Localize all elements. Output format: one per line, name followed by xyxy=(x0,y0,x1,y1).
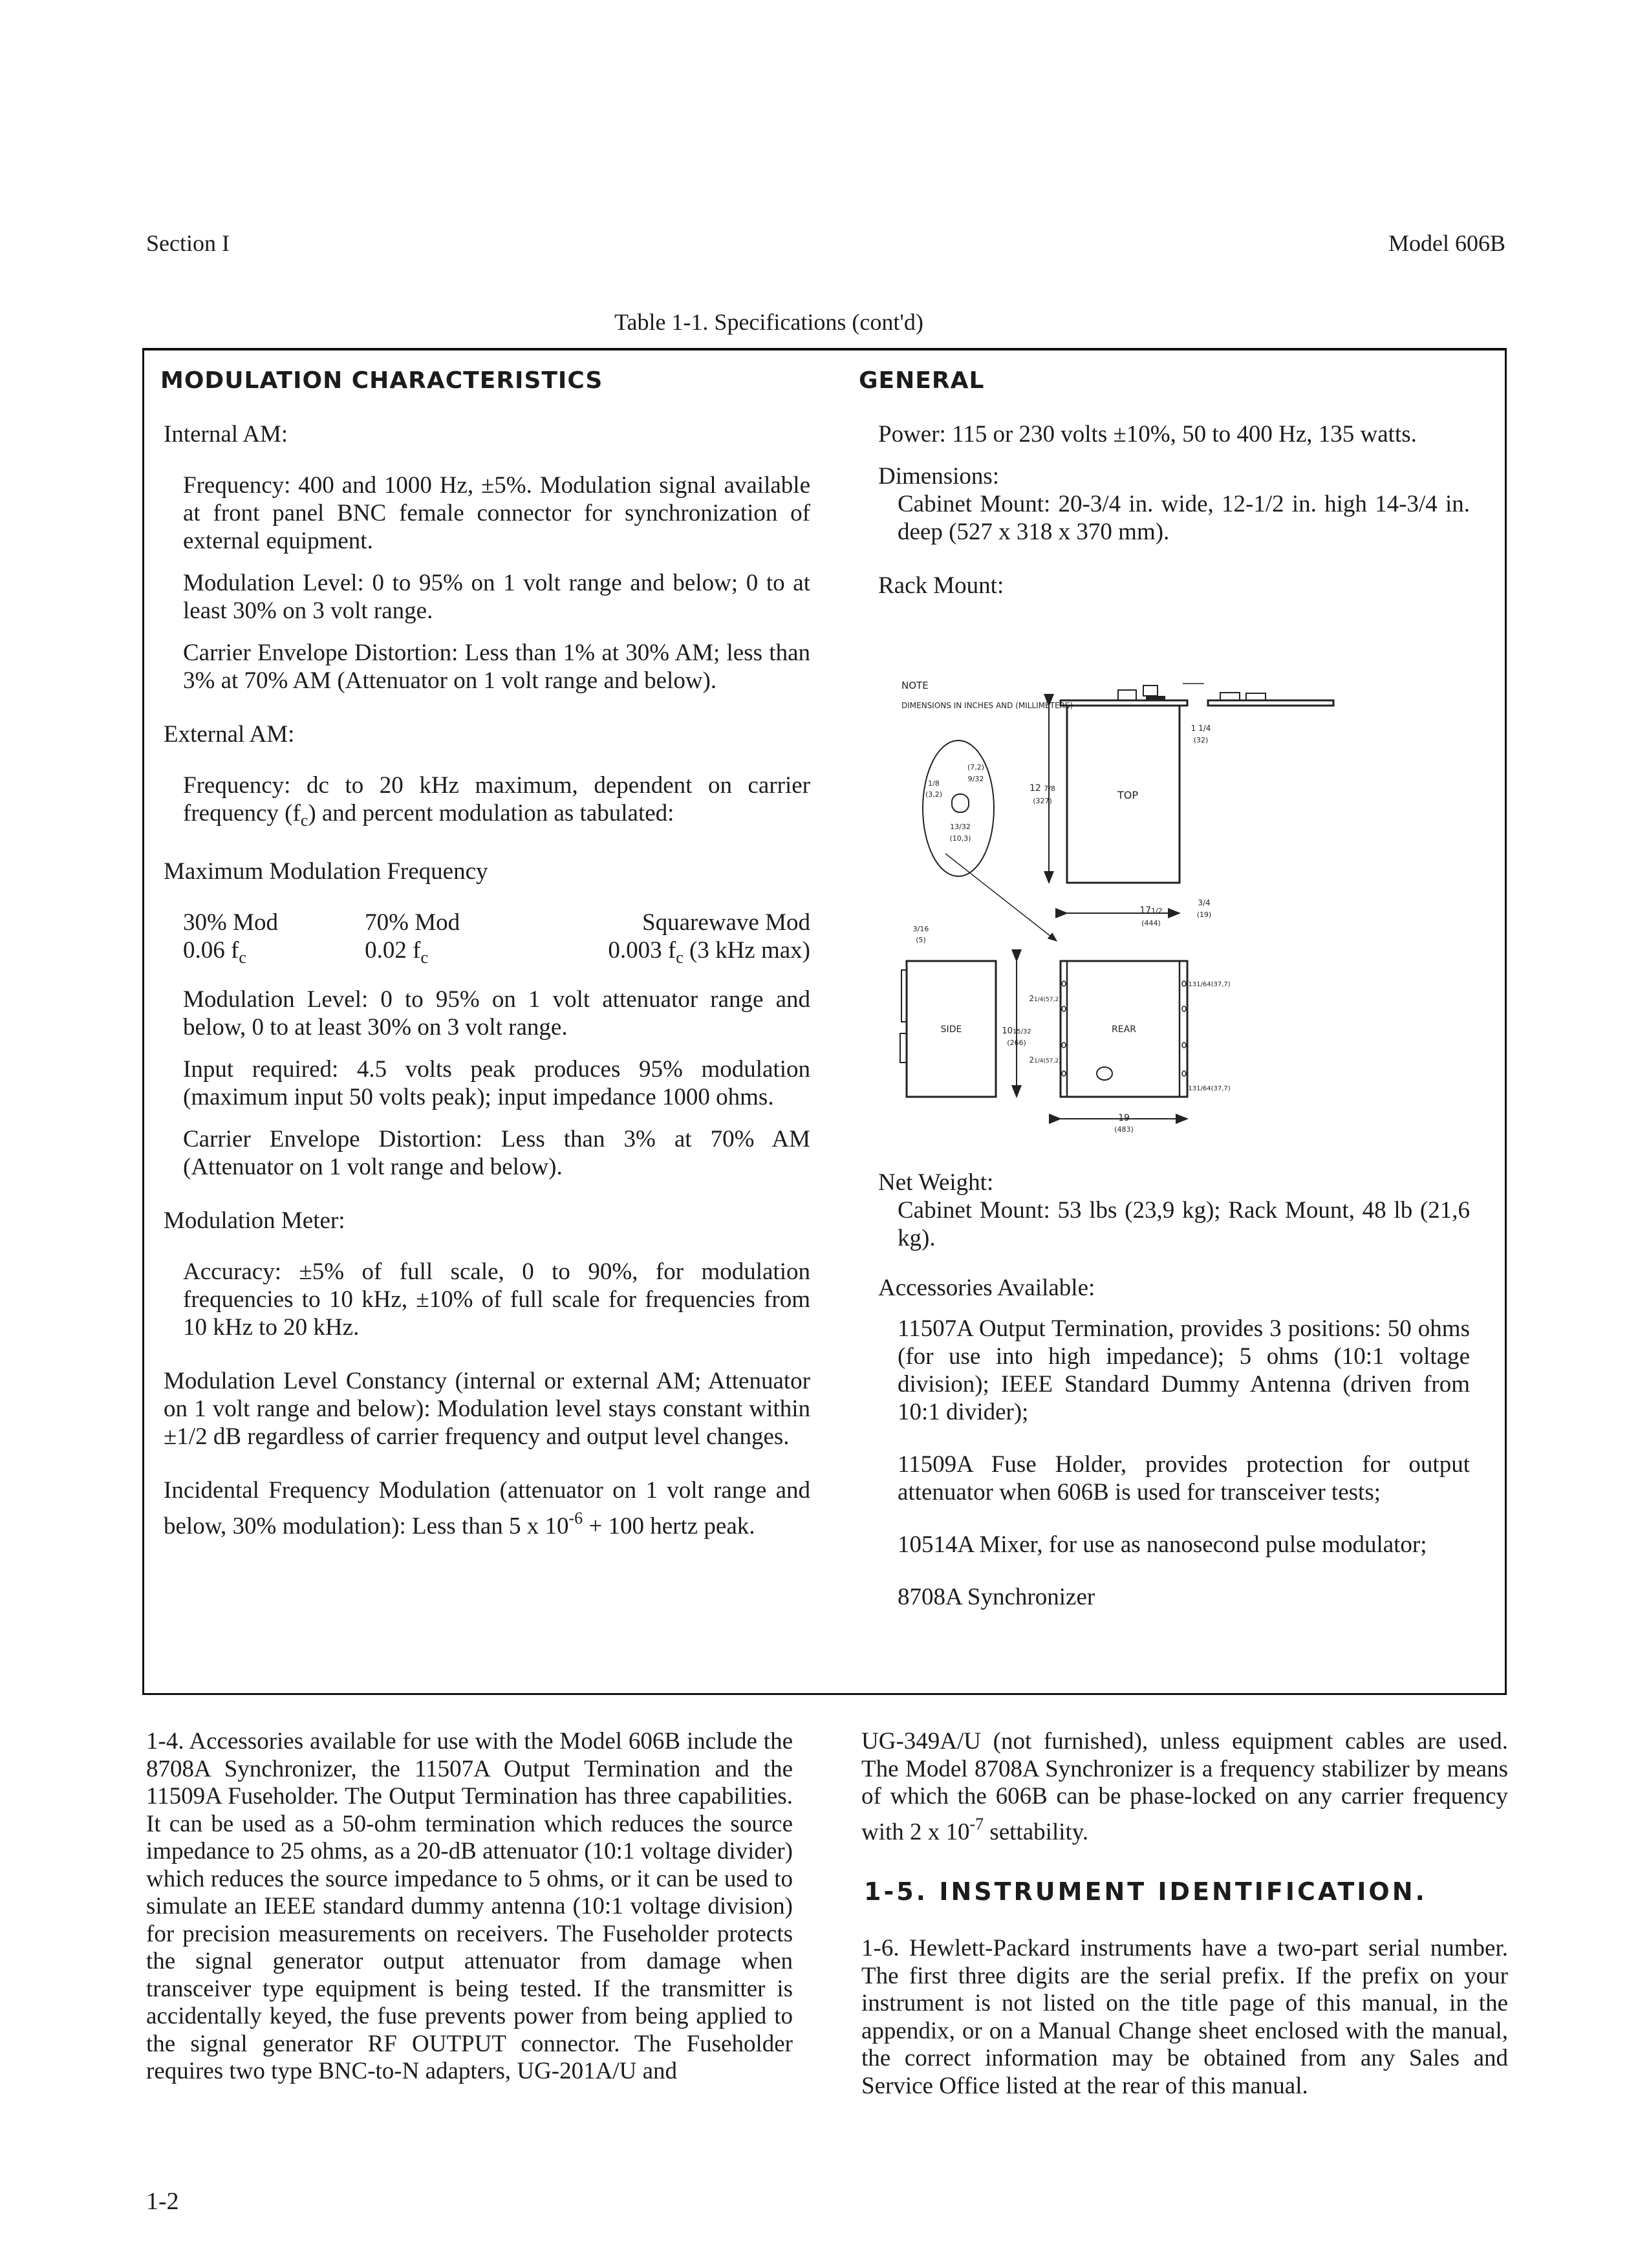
top-knob xyxy=(1246,693,1266,700)
internal-am-label: Internal AM: xyxy=(164,421,288,448)
power-spec: Power: 115 or 230 volts ±10%, 50 to 400 Hz, 135 watts. xyxy=(878,421,1417,448)
max-mod-freq-label: Maximum Modulation Frequency xyxy=(164,858,488,885)
modulation-characteristics-column xyxy=(160,367,810,1554)
side-panel-thickness-mm: (5) xyxy=(916,936,926,944)
model-label: Model 606B xyxy=(1388,230,1505,256)
modulation-level-constancy: Modulation Level Constancy (internal or external AM; Attenuator on 1 volt range and below): Modulation level stays constant within ±1/2 dB regardless of carrier frequency and output level changes. xyxy=(164,1367,810,1450)
modulation-meter-label: Modulation Meter: xyxy=(164,1207,345,1234)
general-column-lower xyxy=(862,1169,1470,1625)
mod-header-30: 30% Mod xyxy=(183,909,278,936)
edge-distance: 131/64(37,7) xyxy=(1188,981,1231,988)
section-label: Section I xyxy=(146,230,230,256)
ear-width-mm: (19) xyxy=(1196,911,1212,919)
body-width: 171/2 xyxy=(1139,905,1163,916)
incidental-fm: Incidental Frequency Modulation (attenuator on 1 volt range and below, 30% modulation): Less than 5 x $10^{-6} + 100$ hertz peak. xyxy=(164,1476,810,1540)
rack-mount-diagram xyxy=(887,660,1495,1138)
accessory-item: 11509A Fuse Holder, provides protection for output attenuator when 606B is used for transceiver tests; xyxy=(898,1451,1470,1506)
knob-height: 1 1/4 xyxy=(1191,724,1211,733)
mod-header-square: Squarewave Mod xyxy=(642,909,810,936)
power-connector-icon xyxy=(1097,1067,1112,1080)
top-depth-mm: (327) xyxy=(1033,797,1052,805)
edge-distance: 131/64(37,7) xyxy=(1188,1085,1231,1092)
side-panel-thickness: 3/16 xyxy=(912,925,929,933)
modulation-characteristics-heading: MODULATION CHARACTERISTICS xyxy=(160,367,603,394)
modulation-meter-accuracy: Accuracy: ±5% of full scale, 0 to 90%, for modulation frequencies to 10 kHz, ±10% of full scale for frequencies from 10 kHz to 20 kHz. xyxy=(183,1258,810,1341)
mod-value-30: 0.06 $f_c$ xyxy=(183,936,246,967)
paragraph-1-4: 1-4. Accessories available for use with the Model 606B include the 8708A Synchronizer, the 11507A Output Termination and the 11509A Fuseholder. The Output Termination has three capabilities. It can be used as a 50-ohm termination which reduces the source impedance to 25 ohms, as a 20-dB attenuator (10:1 voltage divider) which reduces the source impedance to 5 ohms, or it can be used to simulate an IEEE standard dummy antenna (10:1 voltage division) for precision measurements on receivers. The Fuseholder protects the signal generator output attenuator from damage when transceiver type equipment is being tested. If the transmitter is accidentally keyed, the fuse prevents power from being applied to the signal generator RF OUTPUT connector. The Fuseholder requires two type BNC-to-N adapters, UG-201A/U and xyxy=(146,1728,793,2084)
slot-length-mm: (10,3) xyxy=(949,834,971,843)
knob-height-mm: (32) xyxy=(1193,736,1209,744)
panel-height: 1015/32 xyxy=(1002,1026,1031,1036)
diagram-note-text: DIMENSIONS IN INCHES AND (MILLIMETERS) xyxy=(901,701,1073,710)
panel-width: 19 xyxy=(1118,1113,1130,1123)
side-view-label: SIDE xyxy=(940,1024,962,1035)
accessories-label: Accessories Available: xyxy=(878,1275,1095,1301)
internal-am-distortion: Carrier Envelope Distortion: Less than 1% at 30% AM; less than 3% at 70% AM (Attenuator on 1 volt range and below). xyxy=(183,640,810,694)
detail-leader-line xyxy=(945,854,1057,941)
hole-spacing: 21/4(57,2) xyxy=(1029,994,1061,1003)
max-mod-freq-table xyxy=(164,909,810,971)
slot-width-mm: (3,2) xyxy=(925,790,943,799)
net-weight: Cabinet Mount: 53 lbs (23,9 kg); Rack Mount, 48 lb (21,6 kg). xyxy=(898,1197,1470,1251)
page-number: 1-2 xyxy=(146,2188,179,2215)
net-weight-label: Net Weight: xyxy=(878,1169,994,1196)
section-heading-1-5: 1-5. INSTRUMENT IDENTIFICATION. xyxy=(864,1877,1427,1906)
detail-bubble xyxy=(923,740,994,876)
paragraph-1-6: 1-6. Hewlett-Packard instruments have a two-part serial number. The first three digits are the serial prefix. If the prefix on your instrument is not listed on the title page of this manual, in the appendix, or on a Manual Change sheet enclosed with the manual, the correct information may be obtained from any Sales and Service Office listed at the rear of this manual. xyxy=(861,1935,1508,2099)
diagram-note-title: NOTE xyxy=(901,680,929,691)
top-view-label: TOP xyxy=(1117,789,1139,801)
ear-width: 3/4 xyxy=(1198,898,1211,907)
internal-am-frequency: Frequency: 400 and 1000 Hz, ±5%. Modulation signal available at front panel BNC female connector for synchronization of external equipment. xyxy=(183,472,810,554)
rack-mount-label: Rack Mount: xyxy=(878,572,1004,599)
slot-height: 9/32 xyxy=(967,775,984,783)
internal-am-level: Modulation Level: 0 to 95% on 1 volt range and below; 0 to at least 30% on 3 volt range. xyxy=(183,570,810,624)
mod-header-70: 70% Mod xyxy=(365,909,460,936)
table-title: Table 1-1. Specifications (cont'd) xyxy=(614,309,923,335)
top-view xyxy=(1061,686,1333,883)
slot-length: 13/32 xyxy=(950,823,971,831)
external-am-distortion: Carrier Envelope Distortion: Less than 3% at 70% AM (Attenuator on 1 volt range and below). xyxy=(183,1125,810,1180)
general-heading: GENERAL xyxy=(859,367,985,394)
body-width-mm: (444) xyxy=(1141,919,1161,927)
top-dial xyxy=(1118,690,1136,700)
slot-width: 1/8 xyxy=(928,779,940,788)
hole-spacing: 21/4(57,2) xyxy=(1029,1055,1061,1064)
external-am-level: Modulation Level: 0 to 95% on 1 volt attenuator range and below, 0 to at least 30% on 3 volt range. xyxy=(183,986,810,1041)
slot-height-mm: (7,2) xyxy=(967,763,985,772)
dimensions-label: Dimensions: xyxy=(878,463,1000,490)
rear-view-label: REAR xyxy=(1112,1024,1136,1035)
accessory-item: 10514A Mixer, for use as nanosecond pulse modulator; xyxy=(898,1531,1427,1558)
external-am-frequency: Frequency: dc to 20 kHz maximum, dependent on carrier frequency $(f_c)$ and percent modulation as tabulated: xyxy=(183,772,810,830)
accessory-item: 11507A Output Termination, provides 3 positions: 50 ohms (for use into high impedance); 5 ohms (10:1 voltage division); IEEE Standard Dummy Antenna (driven from 10:1 divider); xyxy=(898,1315,1470,1425)
panel-height-mm: (266) xyxy=(1007,1039,1026,1047)
slot-detail xyxy=(952,794,969,812)
top-depth-whole: 12 7/8 xyxy=(1029,783,1055,794)
cabinet-mount-dimensions: Cabinet Mount: 20-3/4 in. wide, 12-1/2 in. high 14-3/4 in. deep (527 x 318 x 370 mm). xyxy=(898,491,1470,545)
accessory-item: 8708A Synchronizer xyxy=(898,1584,1095,1610)
mod-value-70: 0.02 $f_c$ xyxy=(365,936,428,967)
general-column xyxy=(859,367,1470,599)
mod-value-square: 0.003 $f_c$ (3 kHz max) xyxy=(608,936,810,967)
top-dial xyxy=(1143,686,1158,696)
external-am-label: External AM: xyxy=(164,721,295,748)
top-knob xyxy=(1220,693,1240,700)
external-am-input: Input required: 4.5 volts peak produces 95% modulation (maximum input 50 volts peak); input impedance 1000 ohms. xyxy=(183,1055,810,1110)
paragraph-1-4-continued: UG-349A/U (not furnished), unless equipment cables are used. The Model 8708A Synchronizer is a frequency stabilizer by means of which the 606B can be phase-locked on any carrier frequency with 2 x $10^{-7}$ settability. xyxy=(861,1728,1508,1846)
panel-width-mm: (483) xyxy=(1114,1125,1134,1134)
